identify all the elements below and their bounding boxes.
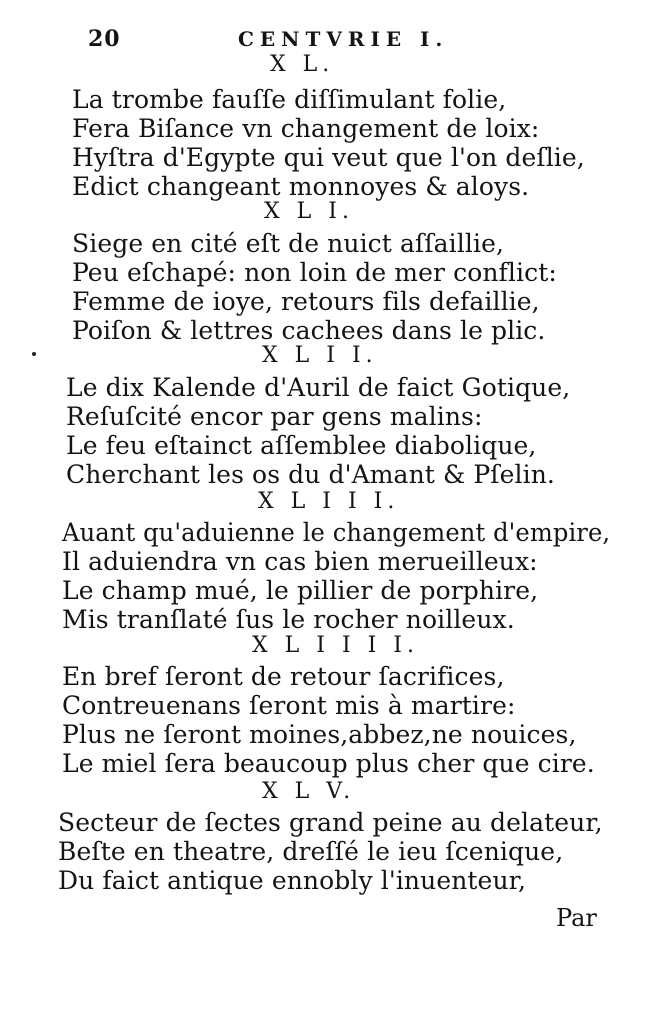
verse-line: Fera Biſance vn changement de loix: <box>72 114 540 143</box>
verse-line: Poiſon & lettres cachees dans le plic. <box>72 316 546 345</box>
verse-line: Le miel ſera beaucoup plus cher que cire. <box>62 749 595 778</box>
verse-line: Beſte en theatre, dreſſé le ieu ſcenique, <box>58 837 564 866</box>
verse-line: La trombe fauſſe diſſimulant folie, <box>72 85 507 114</box>
verse-line: Il aduiendra vn cas bien merueilleux: <box>62 547 538 576</box>
verse-line: Hyſtra d'Egypte qui veut que l'on deſlie, <box>72 143 585 172</box>
verse-line: Du faict antique ennobly l'inuenteur, <box>58 866 527 895</box>
running-title: CENTVRIE I. <box>238 27 449 51</box>
quatrain-numeral: X L V. <box>262 779 356 804</box>
verse-line: Plus ne ſeront moines,abbez,ne nouices, <box>62 720 577 749</box>
page-number: 20 <box>88 26 121 52</box>
verse-line: Secteur de ſectes grand peine au delateur, <box>58 808 603 837</box>
verse-line: Le champ mué, le pillier de porphire, <box>62 576 539 605</box>
quatrain-numeral: X L I. <box>264 199 354 224</box>
quatrain-numeral: X L I I. <box>262 343 378 368</box>
verse-line: En bref ſeront de retour ſacrifices, <box>62 662 505 691</box>
verse-line: Peu eſchapé: non loin de mer conflict: <box>72 258 557 287</box>
verse-line: Siege en cité eſt de nuict aſſaillie, <box>72 229 505 258</box>
quatrain-numeral: X L I I I I. <box>252 633 419 658</box>
verse-line: Mis tranſlaté ſus le rocher noilleux. <box>62 605 515 634</box>
ink-speck <box>32 352 36 356</box>
verse-line: Reſuſcité encor par gens malins: <box>66 402 483 431</box>
quatrain-numeral: X L. <box>270 52 335 77</box>
quatrain-numeral: X L I I I. <box>258 489 400 514</box>
catchword: Par <box>556 904 597 932</box>
verse-line: Edict changeant monnoyes & aloys. <box>72 172 530 201</box>
verse-line: Le dix Kalende d'Auril de faict Gotique, <box>66 373 571 402</box>
verse-line: Le feu eſtainct aſſemblee diabolique, <box>66 431 537 460</box>
verse-line: Cherchant les os du d'Amant & Pſelin. <box>66 460 555 489</box>
verse-line: Femme de ioye, retours fils defaillie, <box>72 287 540 316</box>
verse-line: Contreuenans ſeront mis à martire: <box>62 691 516 720</box>
verse-line: Auant qu'aduienne le changement d'empire, <box>62 518 611 547</box>
